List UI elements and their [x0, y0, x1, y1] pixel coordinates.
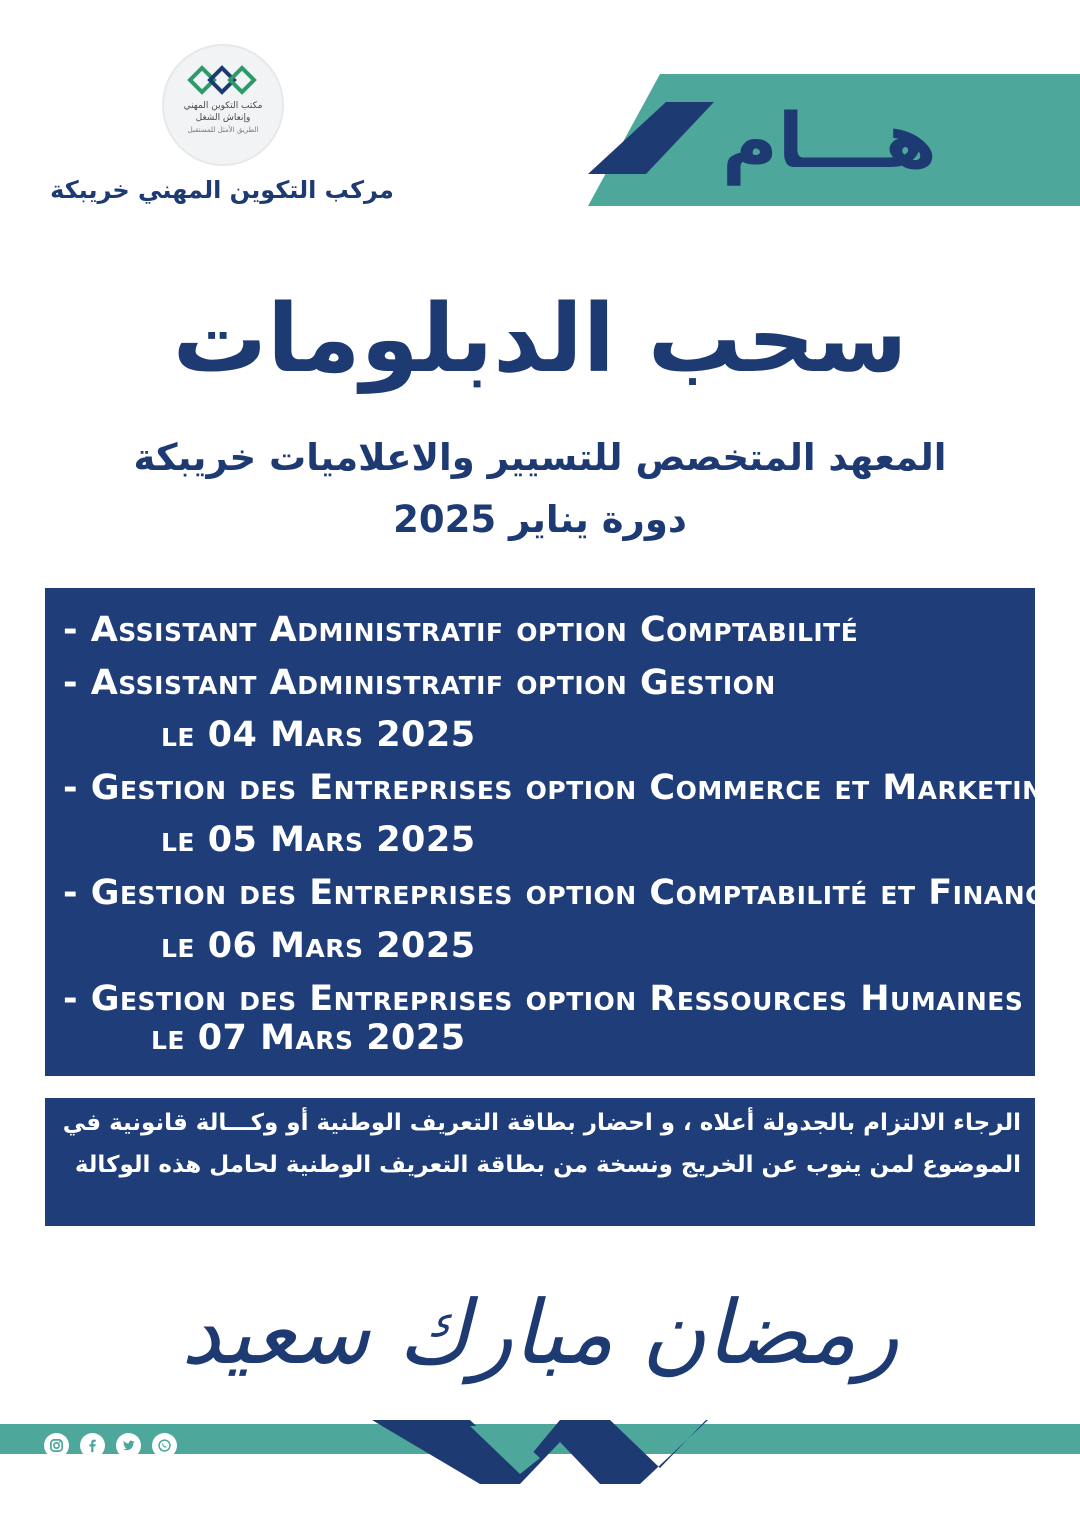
- logo-emblem-icon: [186, 64, 260, 96]
- program-line: - Assistant Administratif option Gestion: [63, 663, 776, 703]
- center-name: مركب التكوين المهني خريبكة: [50, 176, 394, 204]
- logo-caption: مكتب التكوين المهني وإنعاش الشغل: [183, 101, 263, 123]
- notice-box: [45, 1098, 1035, 1226]
- ofppt-logo: [164, 46, 282, 164]
- instagram-icon[interactable]: [44, 1433, 69, 1458]
- social-icons: [44, 1433, 177, 1458]
- institute-name: المعهد المتخصص للتسيير والاعلاميات خريبكة: [133, 436, 947, 479]
- program-line: - Gestion des Entreprises option Commerce et Marketing: [63, 768, 1065, 808]
- page-title: سحب الدبلومات: [172, 285, 908, 394]
- ramadan-greeting: رمضان مبارك سعيد: [181, 1281, 899, 1384]
- facebook-icon[interactable]: [80, 1433, 105, 1458]
- session-label: دورة يناير 2025: [393, 498, 687, 541]
- diploma-schedule: [45, 588, 1065, 1076]
- notice-text: الرجاء الالتزام بالجدولة أعلاه ، و احضار بطاقة التعريف الوطنية أو وكـــالة قانونية في الموضوع لمن ينوب عن الخريج ونسخة من بطاقة التعريف الوطنية لحامل هذه الوكالة: [62, 1110, 1021, 1178]
- twitter-icon[interactable]: [116, 1433, 141, 1458]
- whatsapp-icon[interactable]: [152, 1433, 177, 1458]
- program-line: - Assistant Administratif option Comptabilité: [63, 610, 859, 650]
- program-line: - Gestion des Entreprises option Comptabilité et Finance: [63, 873, 1062, 913]
- date-line: le 07 Mars 2025: [151, 1018, 466, 1058]
- date-line: le 05 Mars 2025: [161, 820, 476, 860]
- date-line: le 06 Mars 2025: [161, 926, 476, 966]
- important-label: هـــام: [722, 95, 937, 185]
- logo-tagline: الطريق الأمثل للمستقبل: [187, 126, 259, 134]
- program-line: - Gestion des Entreprises option Ressources Humaines: [63, 979, 1024, 1019]
- date-line: le 04 Mars 2025: [161, 715, 476, 755]
